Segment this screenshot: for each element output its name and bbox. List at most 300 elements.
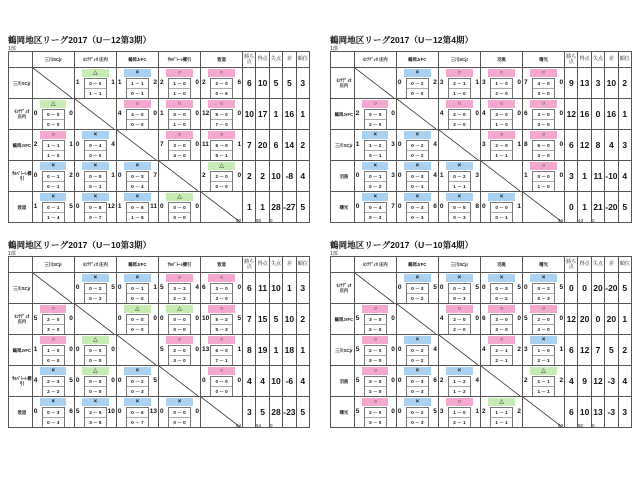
second-half-score: 2 － 2 [169,293,190,304]
match-result [355,193,396,222]
score-against: 0 [391,109,395,117]
half-scores [84,171,107,192]
match-result [397,274,438,303]
stat-header: 得点 [256,257,269,273]
match-result-cell [74,161,116,192]
league-table [8,256,310,428]
first-half-score: 2 － 0 [215,80,228,86]
row-team-name: 鶴岡JrFC [331,304,355,335]
half-scores [532,171,555,192]
table-row [9,161,310,192]
stat-value: -10 [605,161,618,192]
score-against: 4 [433,171,437,179]
stat-value: 1 [243,192,256,223]
match-result [117,305,158,334]
result-symbol: × [82,193,108,201]
second-half-score: 1 － 0 [169,119,190,130]
stat-header: 得点 [256,52,269,68]
result-symbol: × [530,336,556,344]
match-result [159,336,200,365]
half-scores [406,202,429,223]
match-result [523,69,564,98]
score-against: 4 [195,283,200,291]
table-row [331,335,632,366]
column-team-header: 致道 [201,257,243,273]
stat-value: 10 [269,366,282,397]
stat-value: 6 [243,273,256,304]
column-team-header: 曙光 [523,52,565,68]
score-against: 0 [195,202,200,210]
column-total: 50 [256,218,262,223]
score-against: 0 [153,109,157,117]
match-result [75,131,116,160]
first-half-score: 2 － 0 [453,111,466,117]
score-for: 0 [75,202,80,210]
header-row [9,52,310,68]
score-against: 1 [237,345,242,353]
stat-value: -6 [283,366,296,397]
result-symbol: ○ [488,69,514,77]
match-result [439,274,480,303]
match-result [439,305,480,334]
second-half-score: 3 － 0 [533,150,554,161]
table-row [9,130,310,161]
second-half-score: 0 － 0 [43,355,64,366]
stat-value: 6 [243,68,256,99]
match-result-cell [116,161,158,192]
score-for: 5 [524,314,528,322]
half-scores [84,202,107,223]
stat-header: 差 [605,257,618,273]
result-symbol: × [404,131,430,139]
score-against: 0 [69,109,73,117]
result-symbol: ○ [530,69,556,77]
half-scores [532,140,555,161]
second-half-score: 0 － 0 [211,181,232,192]
second-half-score: 0 － 7 [85,212,106,223]
second-half-score: 2 － 0 [365,386,386,397]
half-scores [448,109,471,130]
second-half-score: 0 － 2 [491,293,512,304]
result-symbol: △ [82,69,108,77]
stat-header: 勝ち点 [565,257,578,273]
match-result-cell [201,161,243,192]
first-half-score: 2 － 5 [89,409,102,415]
first-half-score: 2 － 3 [47,378,60,384]
match-result-cell [354,161,396,192]
result-symbol: ○ [166,336,192,344]
match-result-cell [523,366,565,397]
score-for: 1 [355,140,360,148]
stat-value: -23 [283,397,296,428]
first-half-score: 5 － 0 [537,142,550,148]
half-scores [448,314,471,335]
result-symbol: ○ [362,336,388,344]
second-half-score: 0 － 0 [407,88,428,99]
division-label: 1部 [8,46,16,52]
result-symbol: ○ [208,131,234,139]
panel-title: 鶴岡地区リーグ2017（U－10第3期） [8,240,152,250]
score-for: 0 [117,314,122,322]
result-symbol: ○ [362,100,388,108]
match-result-cell [201,366,243,397]
score-for: 5 [159,283,164,291]
first-half-score: 3 － 0 [369,378,382,384]
score-against: 1 [69,140,73,148]
match-result-cell [32,397,74,428]
first-half-score: 0 － 2 [537,285,550,291]
header-row [331,52,632,68]
match-result [33,367,74,396]
row-team-name: 致道 [9,397,33,428]
column-team-header: ｻﾙﾊﾟﾄｰﾚ櫛引 [158,52,200,68]
stat-value: 15 [256,304,269,335]
result-symbol: × [40,162,66,170]
panel-title: 鶴岡地区リーグ2017（U－10第4期） [330,240,474,250]
column-team-header: 三川SCjr [32,257,74,273]
first-half-score: 2 － 0 [173,347,186,353]
match-result [355,162,396,191]
second-half-score: 2 － 0 [365,324,386,335]
match-result-cell [32,130,74,161]
stat-value: 4 [256,366,269,397]
column-team-header: 鶴岡JrFC [116,52,158,68]
half-scores [364,171,387,192]
match-result-cell [74,335,116,366]
match-result-cell [158,335,200,366]
second-half-score: 1 － 0 [491,119,512,130]
score-against: 5 [475,283,479,291]
half-scores [532,314,555,335]
score-for: 0 [159,407,164,415]
stat-value: 9 [578,366,591,397]
score-for: 2 [33,140,38,148]
second-half-score: 0 － 3 [407,417,428,428]
first-half-score: 0 － 2 [411,80,424,86]
score-against: 4 [433,345,437,353]
half-scores [84,283,107,304]
row-team-name: 鶴岡JrFC [331,99,355,130]
score-for: 4 [481,109,486,117]
first-half-score: 0 － 3 [495,285,508,291]
column-team-header: 鶴岡JrFC [396,52,438,68]
first-half-score: 2 － 0 [215,173,228,179]
second-half-score: 0 － 3 [407,212,428,223]
match-result-cell [438,397,480,428]
match-result [481,336,522,365]
stat-value: 5 [269,304,282,335]
match-result-cell [354,304,396,335]
score-for: 0 [397,202,402,210]
table-row [331,68,632,99]
match-result-cell [354,192,396,223]
match-result [481,193,522,222]
second-half-score: 0 － 2 [365,181,386,192]
column-team-header: ﾓﾝﾃﾃﾞｨｵ 庄内 [74,257,116,273]
first-half-score: 3 － 0 [495,111,508,117]
half-scores [210,314,233,335]
first-half-score: 0 － 1 [131,285,144,291]
row-team-name: 三川SCjr [9,273,33,304]
second-half-score: 1 － 1 [85,88,106,99]
stat-value: 21 [591,192,604,223]
stat-value: -3 [605,397,618,428]
result-symbol: × [404,398,430,406]
score-for: 5 [355,345,360,353]
score-for: 0 [439,283,444,291]
result-symbol: × [124,398,150,406]
panel-title: 鶴岡地区リーグ2017（U－12第3期） [8,35,152,45]
column-team-header: ｻﾙﾊﾟﾄｰﾚ櫛引 [158,257,200,273]
match-result [523,131,564,160]
column-total: 50 [236,218,242,223]
second-half-score: 3 － 0 [365,417,386,428]
first-half-score: 2 － 0 [369,409,382,415]
result-symbol: × [82,131,108,139]
first-half-score: 0 － 6 [131,204,144,210]
first-half-score: 0 － 3 [131,173,144,179]
half-scores [364,314,387,335]
second-half-score: 2 － 0 [449,119,470,130]
corner-cell [9,257,33,273]
second-half-score: 3 － 0 [211,293,232,304]
stat-value: 2 [618,335,631,366]
score-against: 3 [475,171,479,179]
column-team-header: ﾓﾝﾃﾃﾞｨｵ 庄内 [354,257,396,273]
result-symbol: △ [208,162,234,170]
result-symbol: △ [82,336,108,344]
half-scores [84,140,107,161]
column-team-header: 三川SCjr [438,257,480,273]
match-result-cell [396,130,438,161]
score-for: 6 [524,109,528,117]
half-scores [448,376,471,397]
result-symbol: ○ [166,131,192,139]
result-symbol: ○ [208,100,234,108]
first-half-score: 0 － 3 [411,173,424,179]
half-scores [42,314,65,335]
row-team-name: 鶴岡JrFC [9,130,33,161]
match-result [117,162,158,191]
stat-value: 12 [565,304,578,335]
score-for: 1 [75,78,80,86]
match-result [117,274,158,303]
match-result [201,100,242,129]
result-symbol: △ [166,193,192,201]
row-team-name: ﾓﾝﾃﾃﾞｨｵ 庄内 [331,68,355,99]
match-result [117,398,158,427]
match-result-cell [74,366,116,397]
stat-value: 10 [578,397,591,428]
stat-value: 1 [578,192,591,223]
first-half-score: 0 － 2 [131,378,144,384]
score-against: 0 [391,345,395,353]
score-for: 12 [202,109,210,117]
result-symbol: × [488,274,514,282]
half-scores [364,407,387,428]
first-half-score: 5 － 0 [215,111,228,117]
match-result [397,193,438,222]
stat-header: 順位 [618,52,631,68]
second-half-score: 2 － 2 [43,386,64,397]
match-result [439,193,480,222]
score-against: 1 [475,78,479,86]
first-half-score: 0 － 5 [89,204,102,210]
stat-value: 2 [243,161,256,192]
second-half-score: 2 － 1 [449,417,470,428]
stat-value: 7 [591,335,604,366]
score-against: 0 [391,314,395,322]
score-against: 5 [433,283,437,291]
first-half-score: 0 － 0 [47,111,60,117]
stat-value: 8 [591,130,604,161]
stat-value: -3 [605,366,618,397]
score-for: 0 [481,283,486,291]
result-symbol: × [404,336,430,344]
match-result [75,398,116,427]
result-symbol: × [82,398,108,406]
half-scores [210,376,233,397]
score-for: 0 [439,202,444,210]
half-scores [84,376,107,397]
score-against: 0 [195,345,200,353]
result-symbol: × [362,131,388,139]
first-half-score: 3 － 0 [537,111,550,117]
stat-value: 6 [565,130,578,161]
match-result-cell [116,68,158,99]
match-result [481,100,522,129]
second-half-score: 1 － 0 [43,150,64,161]
score-for: 0 [397,78,402,86]
match-result [117,367,158,396]
match-result [355,398,396,427]
diagonal-cell [396,304,438,335]
score-against: 1 [517,140,522,148]
stat-value: 3 [296,68,309,99]
division-label: 1部 [8,251,16,257]
second-half-score: 3 － 0 [365,355,386,366]
score-for: 5 [33,314,38,322]
second-half-score: 0 － 0 [211,386,232,397]
stat-value: 5 [618,273,631,304]
stat-value: 10 [283,304,296,335]
diagonal-cell [438,335,480,366]
second-half-score: 0 － 2 [407,293,428,304]
half-scores [210,109,233,130]
first-half-score: 2 － 0 [537,316,550,322]
row-team-name: 三川SCjr [331,130,355,161]
stat-value: 4 [243,366,256,397]
match-result [523,367,564,396]
score-for: 5 [75,407,80,415]
match-result [33,131,74,160]
diagonal-cell [158,366,200,397]
stat-value: 12 [578,335,591,366]
match-result [159,305,200,334]
result-symbol: ○ [40,305,66,313]
stat-value: 10 [605,68,618,99]
match-result-cell [438,192,480,223]
match-result [201,367,242,396]
half-scores [210,171,233,192]
stat-header: 勝ち点 [243,52,256,68]
match-result [481,274,522,303]
stat-value: 8 [243,335,256,366]
second-half-score: 0 － 6 [211,88,232,99]
match-result [355,367,396,396]
match-result [397,398,438,427]
result-symbol: × [82,162,108,170]
match-result [397,367,438,396]
half-scores [42,171,65,192]
score-for: 4 [117,109,122,117]
score-for: 4 [481,345,486,353]
diagonal-cell [116,130,158,161]
score-against: 2 [433,78,437,86]
stat-value: 5 [269,68,282,99]
column-total: 0 [592,218,595,223]
second-half-score: 0 － 0 [169,417,190,428]
second-half-score: 0 － 2 [407,150,428,161]
match-result [201,274,242,303]
match-result-cell [74,68,116,99]
stat-value: 5 [296,192,309,223]
score-for: 0 [117,171,122,179]
match-result-cell [74,192,116,223]
first-half-score: 0 － 2 [453,285,466,291]
stat-header: 差 [605,52,618,68]
stat-value: -8 [283,161,296,192]
match-result-cell [32,304,74,335]
result-symbol: ○ [530,305,556,313]
match-result-cell [480,304,522,335]
match-result [33,162,74,191]
match-result-cell [480,68,522,99]
stat-header: 順位 [618,257,631,273]
match-result-cell [396,366,438,397]
first-half-score: 0 － 1 [47,204,60,210]
stat-value: 12 [591,366,604,397]
first-half-score: 1 － 0 [537,347,550,353]
stat-value: 4 [618,366,631,397]
second-half-score: 0 － 3 [365,212,386,223]
half-scores [210,283,233,304]
diagonal-cell [480,366,522,397]
match-result-cell [523,335,565,366]
column-team-header: 羽黒 [480,52,522,68]
stat-value: 7 [243,130,256,161]
score-against: 6 [69,407,73,415]
second-half-score: 5 － 1 [211,150,232,161]
match-result-cell [396,161,438,192]
result-symbol: ○ [208,336,234,344]
result-symbol: × [446,274,472,282]
stat-value: 3 [591,68,604,99]
match-result-cell [158,192,200,223]
stat-value: 11 [591,161,604,192]
score-for: 5 [355,407,360,415]
score-for: 0 [117,407,122,415]
match-result [75,336,116,365]
score-against: 8 [475,202,479,210]
table-row [9,68,310,99]
result-symbol: × [362,193,388,201]
second-half-score: 0 － 0 [127,324,148,335]
match-result [117,69,158,98]
match-result [159,398,200,427]
stat-header: 得点 [578,52,591,68]
result-symbol: × [404,367,430,375]
